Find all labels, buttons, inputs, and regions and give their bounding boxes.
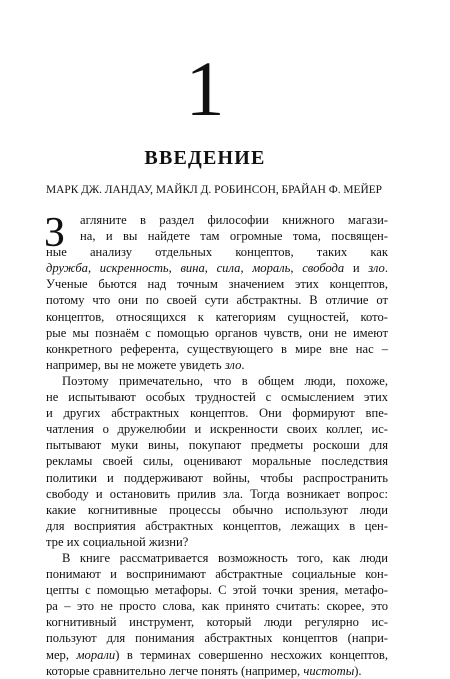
text-line: ра – это не просто слова, как принято считать: скорее, это	[46, 599, 388, 614]
text-line: чатления о дружелюбии и искренности своих коллег, ис-	[46, 422, 388, 437]
text-line: и других абстрактных концептов. Они формируют впе-	[46, 406, 388, 421]
text-line: В книге рассматривается возможность того, как люди	[62, 550, 388, 565]
italic-term: сила	[216, 261, 241, 276]
text-line: мер, морали) в терминах совершенно несхожих концептов,	[46, 647, 388, 662]
text-line: свободу и остановить прилив зла. Тогда возникает вопрос:	[46, 486, 388, 501]
italic-term: морали	[76, 647, 116, 662]
italic-term: зло	[224, 357, 242, 372]
text-line: рекламы своей силы, оценивают моральные последствия	[46, 454, 388, 469]
text-line: аглянитe в раздел философии книжного магази-	[80, 213, 388, 227]
text-line: цепты с помощью метафоры. С этой точки зрения, метафо-	[46, 583, 388, 598]
text-line: не испытывают особых трудностей с осмыслением этих	[46, 390, 388, 405]
text-line: например, вы не можете увидеть зло.	[46, 357, 245, 372]
text-line-italic-list: дружба, искренность, вина, сила, мораль, свобода и зло.	[46, 261, 388, 276]
chapter-title: ВВЕДЕНИЕ	[144, 147, 266, 169]
text-line: понимают и воспринимают абстрактные социальные кон-	[46, 567, 388, 582]
body-text	[46, 212, 388, 679]
italic-term: вина	[180, 261, 205, 276]
text-line: какие когнитивные процессы обычно используют люди	[46, 502, 388, 517]
italic-term: свобода	[302, 261, 345, 276]
text-line: для восприятия абстрактных концептов, лежащих в цен-	[46, 518, 388, 533]
text-line: потому что они по своей сути абстрактны. В отличие от	[46, 293, 388, 308]
italic-term: зло	[368, 261, 385, 276]
text-line: пытывают муки вины, покупают предметы роскоши для	[46, 438, 388, 453]
italic-term: искренность	[99, 261, 169, 276]
text-line: Ученые бьются над точным значением этих концептов,	[46, 277, 388, 292]
text-line: тре их социальной жизни?	[46, 534, 189, 549]
text-line: политики и поддерживают войны, чтобы распространить	[46, 470, 388, 485]
text-line: конкретного референта, существующего в мире вне нас –	[46, 341, 388, 356]
italic-term: мораль	[252, 261, 291, 276]
chapter-number: 1	[185, 45, 225, 132]
text-line: пользуют для понимания абстрактных концептов (напри-	[46, 631, 388, 646]
text-line: концептов, относящихся к категориям сущностей, кото-	[46, 309, 388, 324]
text-line: Поэтому примечательно, что в общем люди, похоже,	[62, 373, 388, 388]
text-line: когнитивный инструмент, который люди регулярно ис-	[46, 615, 388, 630]
italic-term: дружба	[46, 261, 88, 276]
drop-cap: З	[44, 210, 66, 256]
italic-term: чистоты	[303, 663, 355, 678]
chapter-authors: МАРК ДЖ. ЛАНДАУ, МАЙКЛ Д. РОБИНСОН, БРАЙАН Ф. МЕЙЕР	[46, 184, 382, 196]
text-line: ные анализу отдельных концептов, таких как	[46, 245, 388, 260]
text-line: рые мы познаём с помощью органов чувств, они не имеют	[46, 325, 388, 340]
text-line: которые сравнительно легче понять (например, чистоты).	[46, 663, 362, 678]
text-line: на, и вы найдете там огромные тома, посвящен-	[80, 229, 388, 244]
